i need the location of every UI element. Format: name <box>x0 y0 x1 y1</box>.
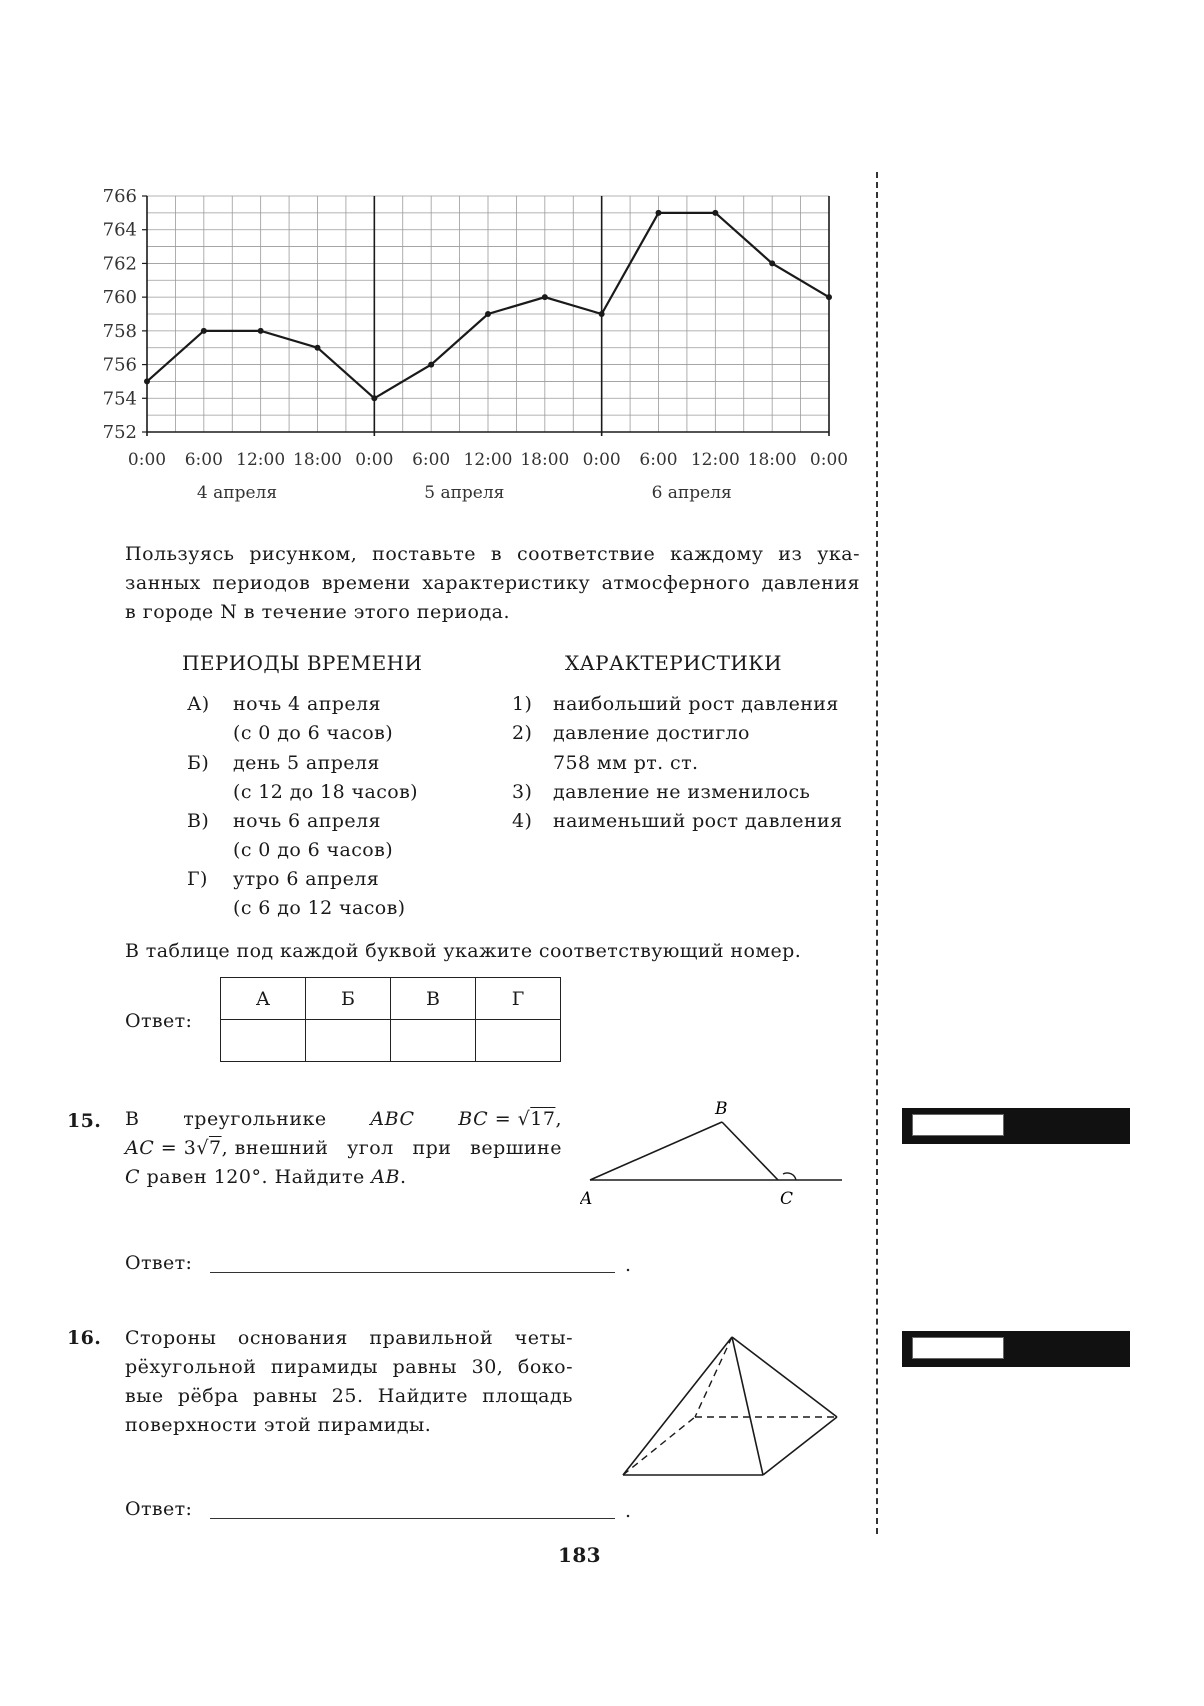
day-label: 5 апреля <box>424 483 505 503</box>
y-tick-label: 758 <box>102 320 137 342</box>
vertex-c-label: C <box>780 1189 794 1209</box>
data-point <box>656 210 662 216</box>
y-tick-label: 760 <box>102 287 137 309</box>
x-tick-label: 6:00 <box>184 450 223 470</box>
answer-table-header: Г <box>476 978 561 1020</box>
data-point <box>599 311 605 317</box>
task15-number: 15. <box>67 1110 102 1132</box>
y-tick-label: 766 <box>102 186 137 207</box>
characteristic-number: 3) <box>512 781 533 803</box>
page-number: 183 <box>558 1543 601 1567</box>
period-letter: Г) <box>187 868 208 890</box>
x-tick-label: 0:00 <box>582 450 621 470</box>
task15-text: В треугольнике ABC BC = √17, AC = 3√7, внешний угол при вершине C равен 120°. Найдите AB. <box>125 1108 562 1188</box>
day-label: 4 апреля <box>196 483 278 503</box>
data-point <box>428 362 434 368</box>
periods-header: ПЕРИОДЫ ВРЕМЕНИ <box>182 651 423 675</box>
task16-line: рёхугольной пирамиды равны 30, боко- <box>125 1356 573 1378</box>
task16-number: 16. <box>67 1327 102 1349</box>
intro-line: занных периодов времени характеристику атмосферного давления <box>125 572 860 594</box>
data-point <box>371 395 377 401</box>
task15-answer-end: . <box>625 1254 632 1276</box>
cut-line <box>876 172 878 1534</box>
task15-answer-label: Ответ: <box>125 1252 193 1274</box>
period-text: (с 0 до 6 часов) <box>233 839 394 861</box>
characteristic-text: давление достигло <box>553 722 750 744</box>
y-tick-label: 752 <box>102 422 137 443</box>
task16-text <box>125 1324 573 1440</box>
task15-answer-field[interactable] <box>210 1250 615 1273</box>
x-tick-label: 18:00 <box>747 450 797 470</box>
pyramid-figure <box>615 1325 845 1485</box>
task15-answer-mark-box <box>902 1108 1130 1144</box>
characteristic-number: 1) <box>512 693 533 715</box>
task16-line: поверхности этой пирамиды. <box>125 1414 432 1436</box>
period-letter: Б) <box>187 752 210 774</box>
answer-cell[interactable] <box>391 1020 476 1062</box>
intro-line: Пользуясь рисунком, поставьте в соответствие каждому из ука- <box>125 543 860 565</box>
data-point <box>485 311 491 317</box>
x-tick-label: 12:00 <box>690 450 740 470</box>
x-tick-label: 0:00 <box>355 450 394 470</box>
task16-line: Стороны основания правильной четы- <box>125 1327 573 1349</box>
data-point <box>826 294 832 300</box>
data-point <box>769 260 775 266</box>
period-text: ночь 6 апреля <box>233 810 381 832</box>
intro-line: в городе N в течение этого периода. <box>125 601 511 623</box>
y-tick-label: 756 <box>102 354 137 376</box>
period-text: утро 6 апреля <box>233 868 380 890</box>
y-tick-label: 762 <box>102 253 137 275</box>
x-tick-label: 0:00 <box>127 450 167 470</box>
characteristic-number: 4) <box>512 810 533 832</box>
period-text: (с 12 до 18 часов) <box>233 781 418 803</box>
answer-table <box>220 977 561 1062</box>
task16-answer-mark-box <box>902 1331 1130 1367</box>
data-point <box>315 345 321 351</box>
table-instruction: В таблице под каждой буквой укажите соответствующий номер. <box>125 940 802 962</box>
task14-intro <box>125 540 860 627</box>
characteristic-text: 758 мм рт. ст. <box>553 752 699 774</box>
task16-answer-label: Ответ: <box>125 1498 193 1520</box>
answer-cell[interactable] <box>476 1020 561 1062</box>
day-label: 6 апреля <box>651 483 732 503</box>
characteristic-text: наименьший рост давления <box>553 810 843 832</box>
data-point <box>258 328 264 334</box>
task16-answer-end: . <box>625 1500 632 1522</box>
data-point <box>144 378 150 384</box>
characteristic-text: наибольший рост давления <box>553 693 839 715</box>
x-tick-label: 6:00 <box>412 450 451 470</box>
answer-table-header: Б <box>306 978 391 1020</box>
period-letter: А) <box>187 693 210 715</box>
task16-answer-field[interactable] <box>210 1496 615 1519</box>
characteristic-text: давление не изменилось <box>553 781 811 803</box>
period-text: день 5 апреля <box>233 752 380 774</box>
period-text: ночь 4 апреля <box>233 693 381 715</box>
x-tick-label: 0:00 <box>809 450 849 470</box>
data-point <box>201 328 207 334</box>
x-tick-label: 12:00 <box>463 450 513 470</box>
y-tick-label: 754 <box>102 388 137 410</box>
triangle-figure <box>580 1100 850 1215</box>
x-tick-label: 18:00 <box>293 450 342 470</box>
answer-cell[interactable] <box>306 1020 391 1062</box>
vertex-a-label: A <box>580 1189 593 1209</box>
answer-cell[interactable] <box>221 1020 306 1062</box>
pressure-chart <box>0 0 1204 520</box>
task16-line: вые рёбра равны 25. Найдите площадь <box>125 1385 573 1407</box>
period-letter: В) <box>187 810 210 832</box>
answer-label: Ответ: <box>125 1010 193 1032</box>
y-tick-label: 764 <box>102 219 137 241</box>
data-point <box>712 210 718 216</box>
characteristic-number: 2) <box>512 722 533 744</box>
period-text: (с 0 до 6 часов) <box>233 722 394 744</box>
x-tick-label: 12:00 <box>236 450 286 470</box>
x-tick-label: 18:00 <box>520 450 570 470</box>
vertex-b-label: B <box>715 1100 728 1119</box>
x-tick-label: 6:00 <box>639 450 678 470</box>
characteristics-header: ХАРАКТЕРИСТИКИ <box>565 651 782 675</box>
period-text: (с 6 до 12 часов) <box>233 897 406 919</box>
answer-table-header: В <box>391 978 476 1020</box>
data-point <box>542 294 548 300</box>
answer-table-header: А <box>221 978 306 1020</box>
